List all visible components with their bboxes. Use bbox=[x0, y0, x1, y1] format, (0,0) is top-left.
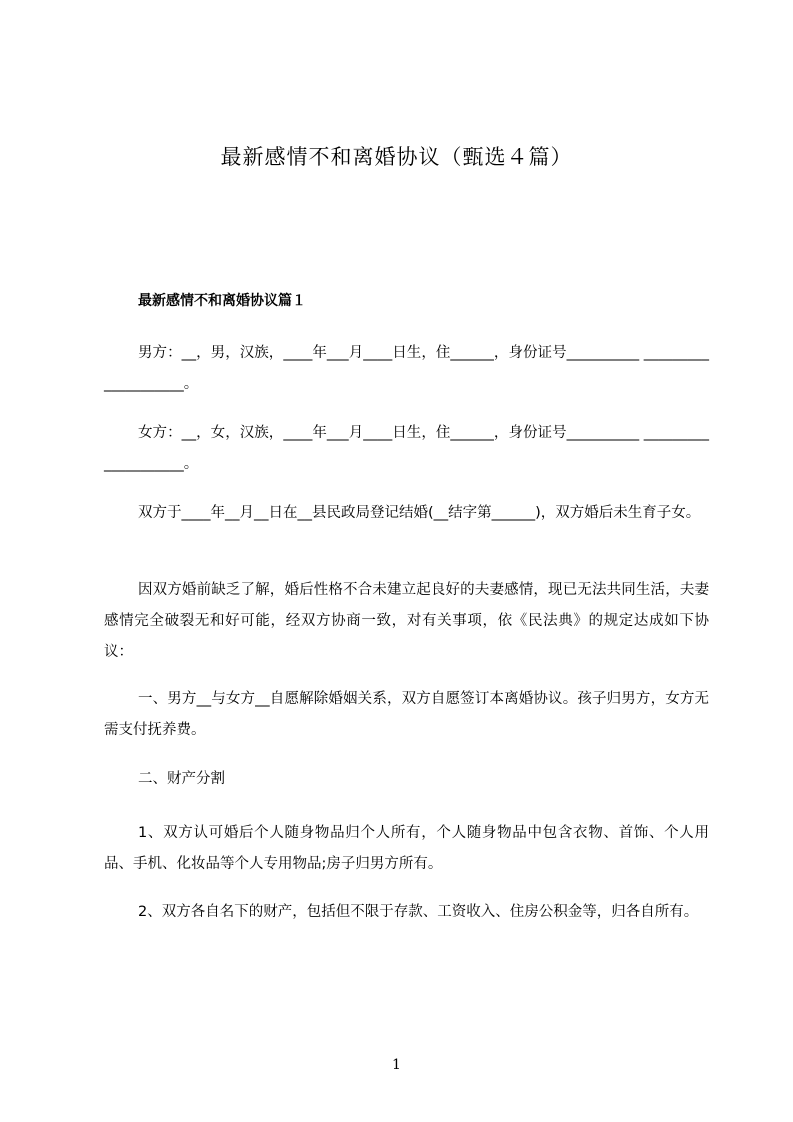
paragraph-property-item-2: 2、双方各自名下的财产，包括但不限于存款、工资收入、住房公积金等，归各自所有。 bbox=[138, 904, 699, 920]
paragraph-wife-info: 女方：__，女，汉族，____年___月____日生，住______，身份证号__________ ____________________。 bbox=[104, 425, 709, 472]
document-title: 最新感情不和离婚协议（甄选４篇） bbox=[220, 145, 573, 169]
paragraph-property-item-1: 1、双方认可婚后个人随身物品归个人所有，个人随身物品中包含衣物、首饰、个人用品、手机、化妆品等个人专用物品;房子归男方所有。 bbox=[104, 825, 709, 872]
paragraph-clause-one: 一、男方__与女方__自愿解除婚姻关系，双方自愿签订本离婚协议。孩子归男方，女方无需支付抚养费。 bbox=[104, 691, 709, 738]
paragraph-reason: 因双方婚前缺乏了解，婚后性格不合未建立起良好的夫妻感情，现已无法共同生活，夫妻感情完全破裂无和好可能，经双方协商一致，对有关事项，依《民法典》的规定达成如下协议： bbox=[104, 582, 709, 660]
section-title: 最新感情不和离婚协议篇１ bbox=[138, 293, 306, 309]
paragraph-husband-info: 男方：__，男，汉族，____年___月____日生，住______，身份证号__________ ____________________。 bbox=[104, 345, 709, 392]
page-number: 1 bbox=[392, 1057, 401, 1073]
paragraph-marriage-registration: 双方于____年__月__日在__县民政局登记结婚(__结字第______)，双方婚后未生育子女。 bbox=[138, 505, 701, 521]
paragraph-property-heading: 二、财产分割 bbox=[138, 771, 225, 787]
